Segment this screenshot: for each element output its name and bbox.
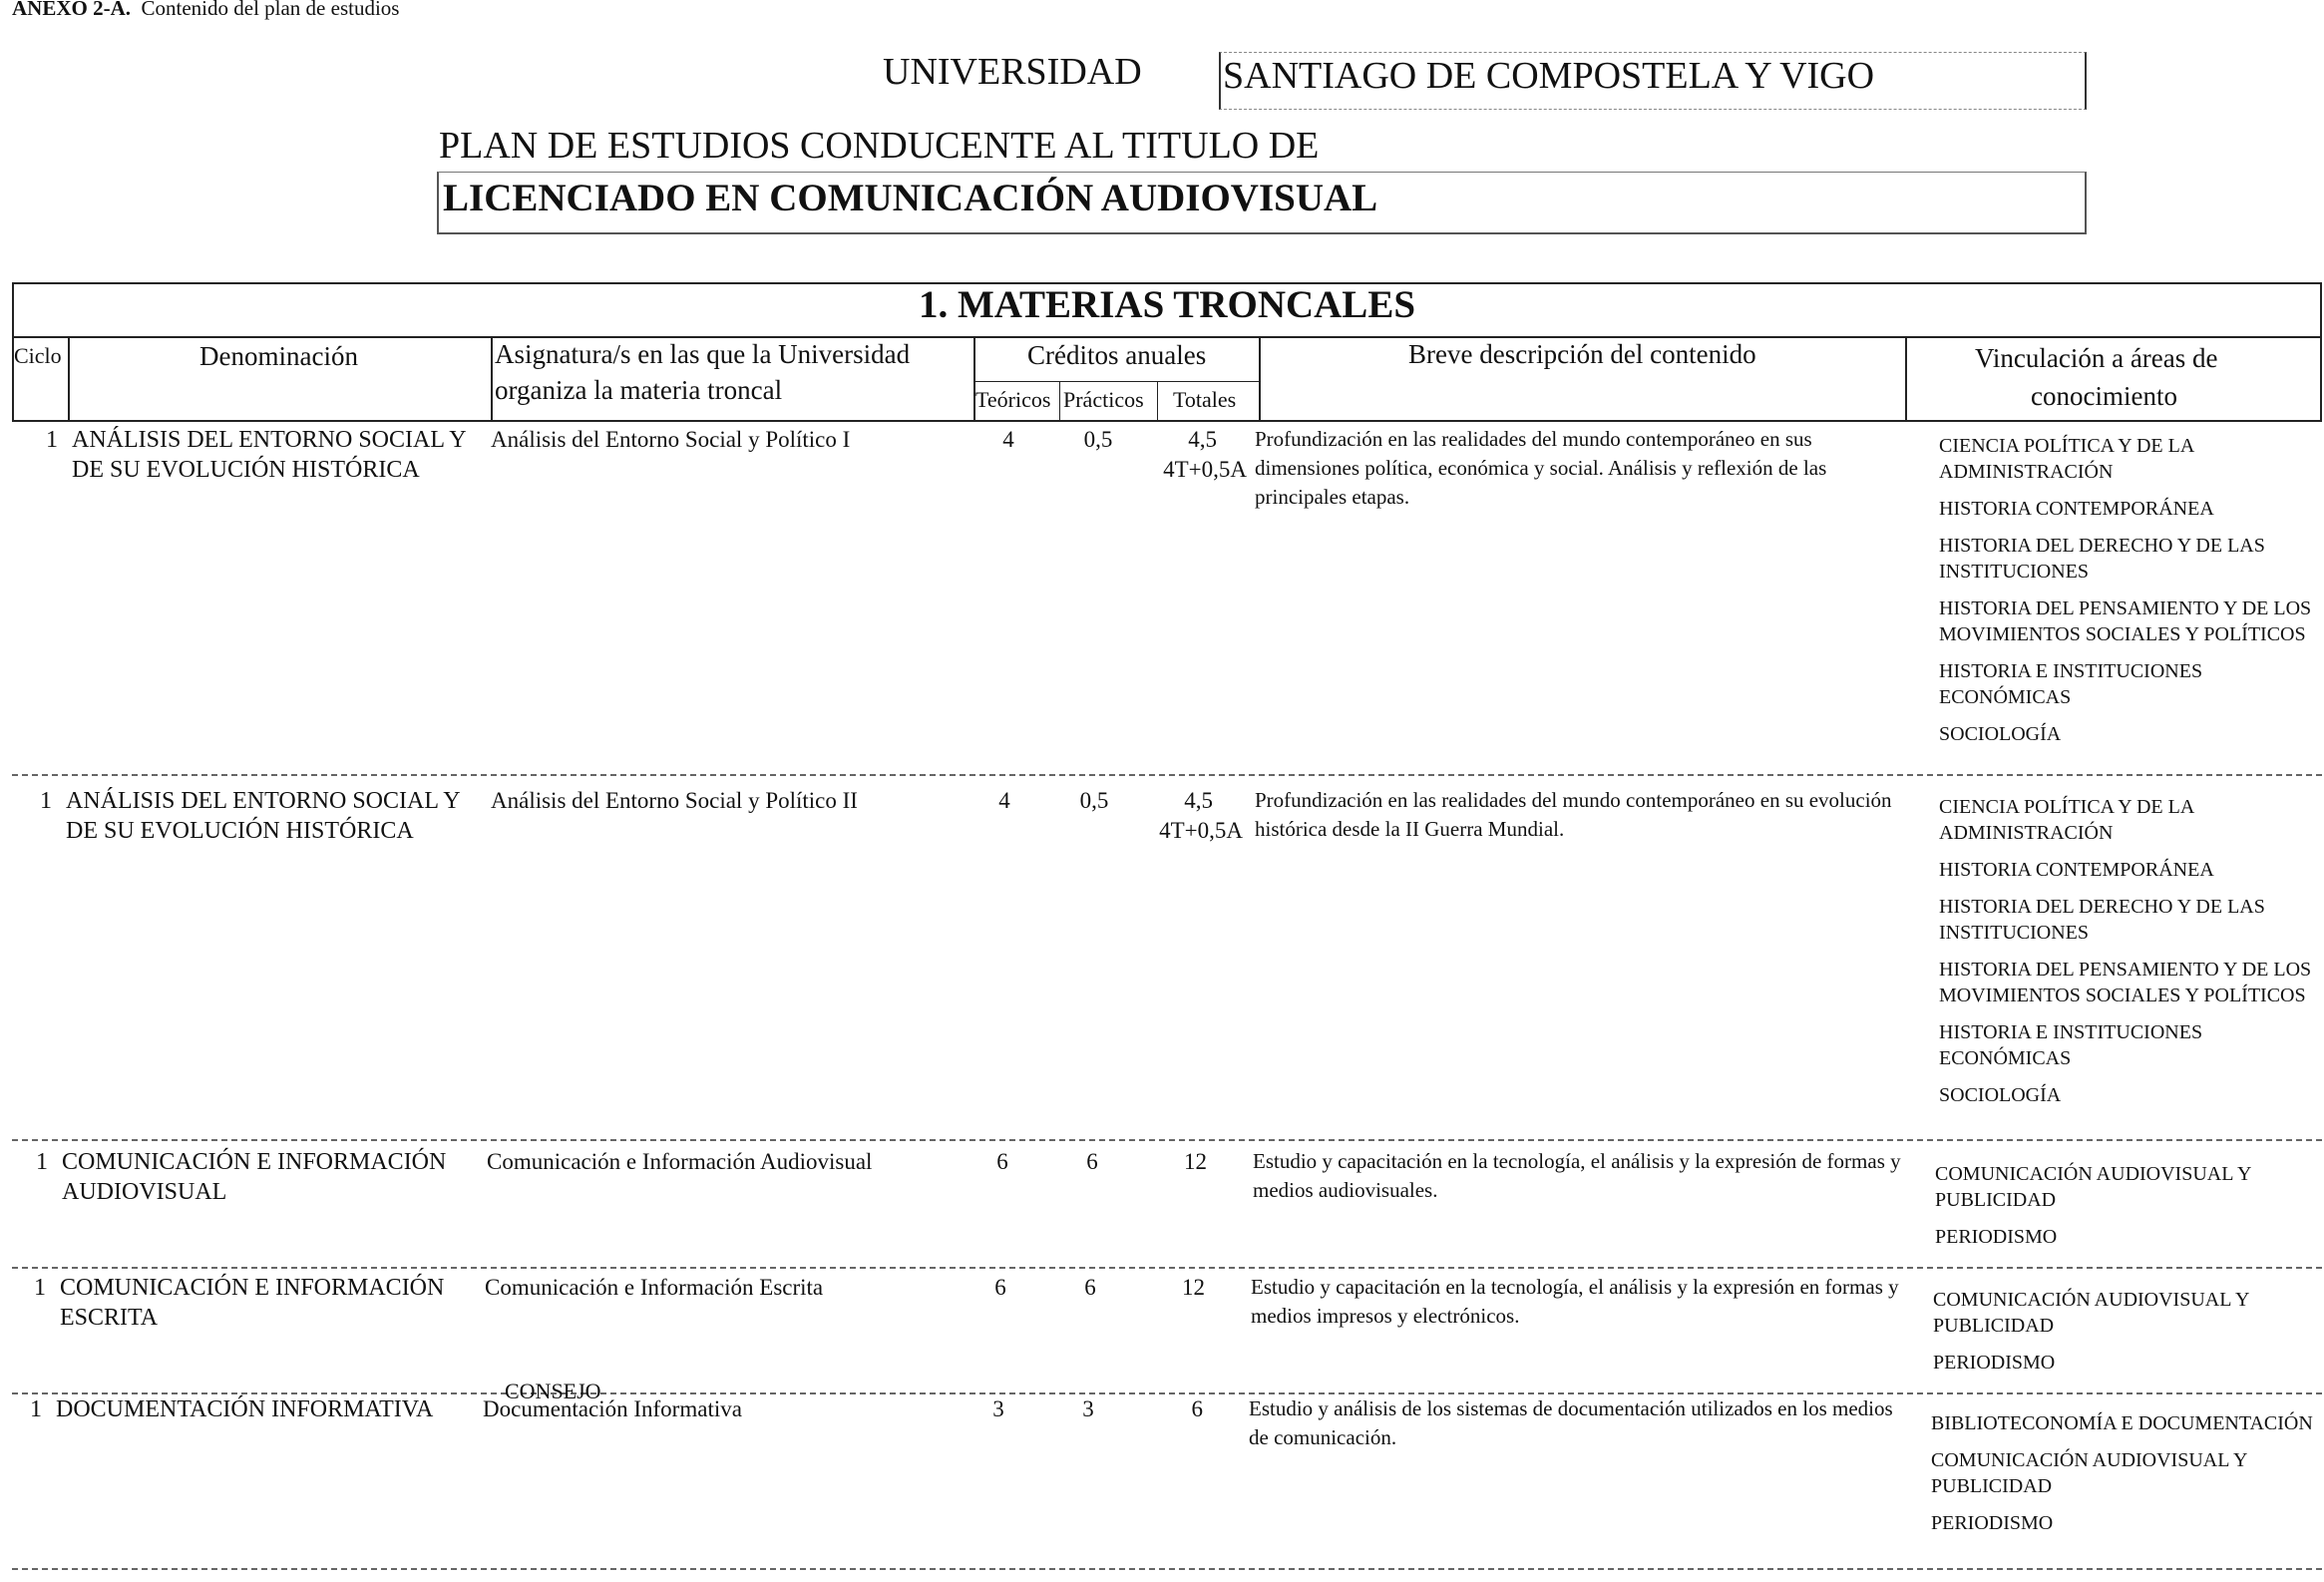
row-descripcion: Estudio y capacitación en la tecnología, el análisis y la expresión de formas y medios audiovisuales. — [1253, 1149, 1901, 1202]
row-practicos: 0,5 — [1079, 788, 1109, 813]
header-denominacion: Denominación — [199, 341, 358, 371]
stamp-text: CONSEJO — [505, 1379, 601, 1403]
header-teoricos: Teóricos — [975, 387, 1051, 412]
row-separator — [12, 774, 2322, 776]
row-practicos: 0,5 — [1083, 427, 1113, 452]
row-descripcion: Estudio y capacitación en la tecnología, el análisis y la expresión en formas y medios impresos y electrónicos. — [1251, 1275, 1899, 1328]
area-item: HISTORIA CONTEMPORÁNEA — [1939, 859, 2214, 881]
row-denominacion: ANÁLISIS DEL ENTORNO SOCIAL Y DE SU EVOLUCIÓN HISTÓRICA — [72, 427, 466, 483]
row-areas — [1939, 433, 2324, 758]
row-denominacion: COMUNICACIÓN E INFORMACIÓN AUDIOVISUAL — [62, 1149, 447, 1205]
university-label: UNIVERSIDAD — [883, 51, 1142, 93]
header-descripcion: Breve descripción del contenido — [1408, 339, 1756, 369]
col-divider — [1157, 381, 1158, 422]
annex-heading — [12, 0, 399, 21]
header-divider — [12, 336, 2322, 338]
row-teoricos: 6 — [994, 1275, 1006, 1300]
row-ciclo: 1 — [30, 1396, 42, 1422]
col-divider — [1905, 336, 1907, 422]
row-descripcion: Profundización en las realidades del mundo contemporáneo en su evolución histórica desde la II Guerra Mundial. — [1255, 788, 1892, 841]
row-practicos: 6 — [1084, 1275, 1096, 1300]
row-totales: 6 — [1191, 1396, 1203, 1421]
area-item: HISTORIA DEL PENSAMIENTO Y DE LOS MOVIMIENTOS SOCIALES Y POLÍTICOS — [1939, 597, 2312, 645]
area-item: HISTORIA DEL DERECHO Y DE LAS INSTITUCIONES — [1939, 535, 2265, 583]
row-ciclo: 1 — [46, 427, 58, 453]
row-practicos: 6 — [1086, 1149, 1098, 1174]
row-denominacion: ANÁLISIS DEL ENTORNO SOCIAL Y DE SU EVOLUCIÓN HISTÓRICA — [66, 788, 460, 844]
area-item: HISTORIA DEL PENSAMIENTO Y DE LOS MOVIMIENTOS SOCIALES Y POLÍTICOS — [1939, 959, 2312, 1006]
area-item: SOCIOLOGÍA — [1939, 723, 2062, 745]
row-descripcion: Estudio y análisis de los sistemas de documentación utilizados en los medios de comunicación. — [1249, 1396, 1893, 1449]
university-value: SANTIAGO DE COMPOSTELA Y VIGO — [1223, 55, 1875, 97]
col-divider — [1259, 336, 1261, 422]
row-totales-detail: 4T+0,5A — [1159, 818, 1243, 843]
row-teoricos: 4 — [1002, 427, 1014, 452]
area-item: PERIODISMO — [1933, 1352, 2056, 1374]
area-item: HISTORIA E INSTITUCIONES ECONÓMICAS — [1939, 660, 2203, 708]
section-title: 1. MATERIAS TRONCALES — [918, 283, 1416, 326]
header-vinculacion-line1: Vinculación a áreas de — [1975, 343, 2218, 373]
header-asignatura-line1: Asignatura/s en las que la Universidad — [495, 339, 911, 369]
annex-label: ANEXO 2-A. — [12, 0, 131, 20]
row-separator — [12, 1267, 2322, 1269]
header-vinculacion-line2: conocimiento — [2031, 381, 2177, 411]
row-denominacion: COMUNICACIÓN E INFORMACIÓN ESCRITA — [60, 1275, 445, 1331]
row-teoricos: 6 — [996, 1149, 1008, 1174]
area-item: HISTORIA CONTEMPORÁNEA — [1939, 498, 2214, 520]
row-separator — [12, 1568, 2322, 1570]
area-item: HISTORIA E INSTITUCIONES ECONÓMICAS — [1939, 1021, 2203, 1069]
area-item: COMUNICACIÓN AUDIOVISUAL Y PUBLICIDAD — [1935, 1163, 2251, 1211]
row-totales-detail: 4T+0,5A — [1163, 457, 1247, 482]
row-ciclo: 1 — [34, 1275, 46, 1301]
header-ciclo: Ciclo — [14, 343, 62, 368]
area-item: COMUNICACIÓN AUDIOVISUAL Y PUBLICIDAD — [1931, 1449, 2247, 1497]
col-divider — [68, 336, 70, 422]
row-separator — [12, 1139, 2322, 1141]
row-descripcion: Profundización en las realidades del mundo contemporáneo en sus dimensiones política, económica y social. Análisis y reflexión de las principales etapas. — [1255, 427, 1827, 509]
row-areas — [1935, 1161, 2320, 1261]
degree-title: LICENCIADO EN COMUNICACIÓN AUDIOVISUAL — [443, 177, 1378, 219]
row-practicos: 3 — [1082, 1396, 1094, 1421]
row-denominacion: DOCUMENTACIÓN INFORMATIVA — [56, 1396, 434, 1422]
area-item: BIBLIOTECONOMÍA E DOCUMENTACIÓN — [1931, 1412, 2313, 1434]
header-creditos: Créditos anuales — [1027, 340, 1207, 370]
credits-subdivider — [973, 381, 1261, 382]
row-totales: 4,5 — [1188, 427, 1217, 452]
col-divider — [1059, 381, 1060, 422]
row-areas — [1939, 794, 2324, 1119]
area-item: CIENCIA POLÍTICA Y DE LA ADMINISTRACIÓN — [1939, 796, 2194, 844]
row-asignatura: Análisis del Entorno Social y Político II — [491, 788, 858, 813]
row-ciclo: 1 — [36, 1149, 48, 1175]
row-teoricos: 4 — [998, 788, 1010, 813]
row-totales: 12 — [1182, 1275, 1205, 1300]
header-practicos: Prácticos — [1063, 387, 1144, 412]
col-divider — [491, 336, 493, 422]
area-item: PERIODISMO — [1935, 1226, 2058, 1248]
plan-label: PLAN DE ESTUDIOS CONDUCENTE AL TITULO DE — [439, 125, 1320, 167]
area-item: PERIODISMO — [1931, 1512, 2054, 1534]
header-asignatura-line2: organiza la materia troncal — [495, 375, 783, 405]
row-ciclo: 1 — [40, 788, 52, 814]
row-totales: 4,5 — [1184, 788, 1213, 813]
row-asignatura: Documentación Informativa — [483, 1396, 742, 1421]
row-asignatura: Comunicación e Información Escrita — [485, 1275, 824, 1300]
row-areas — [1931, 1410, 2316, 1547]
row-asignatura: Análisis del Entorno Social y Político I — [491, 427, 851, 452]
row-asignatura: Comunicación e Información Audiovisual — [487, 1149, 873, 1174]
area-item: COMUNICACIÓN AUDIOVISUAL Y PUBLICIDAD — [1933, 1289, 2249, 1337]
header-totales: Totales — [1173, 387, 1237, 412]
row-totales: 12 — [1184, 1149, 1207, 1174]
annex-text: Contenido del plan de estudios — [141, 0, 400, 20]
area-item: HISTORIA DEL DERECHO Y DE LAS INSTITUCIONES — [1939, 896, 2265, 944]
area-item: SOCIOLOGÍA — [1939, 1084, 2062, 1106]
row-teoricos: 3 — [992, 1396, 1004, 1421]
area-item: CIENCIA POLÍTICA Y DE LA ADMINISTRACIÓN — [1939, 435, 2194, 483]
row-areas — [1933, 1287, 2318, 1386]
